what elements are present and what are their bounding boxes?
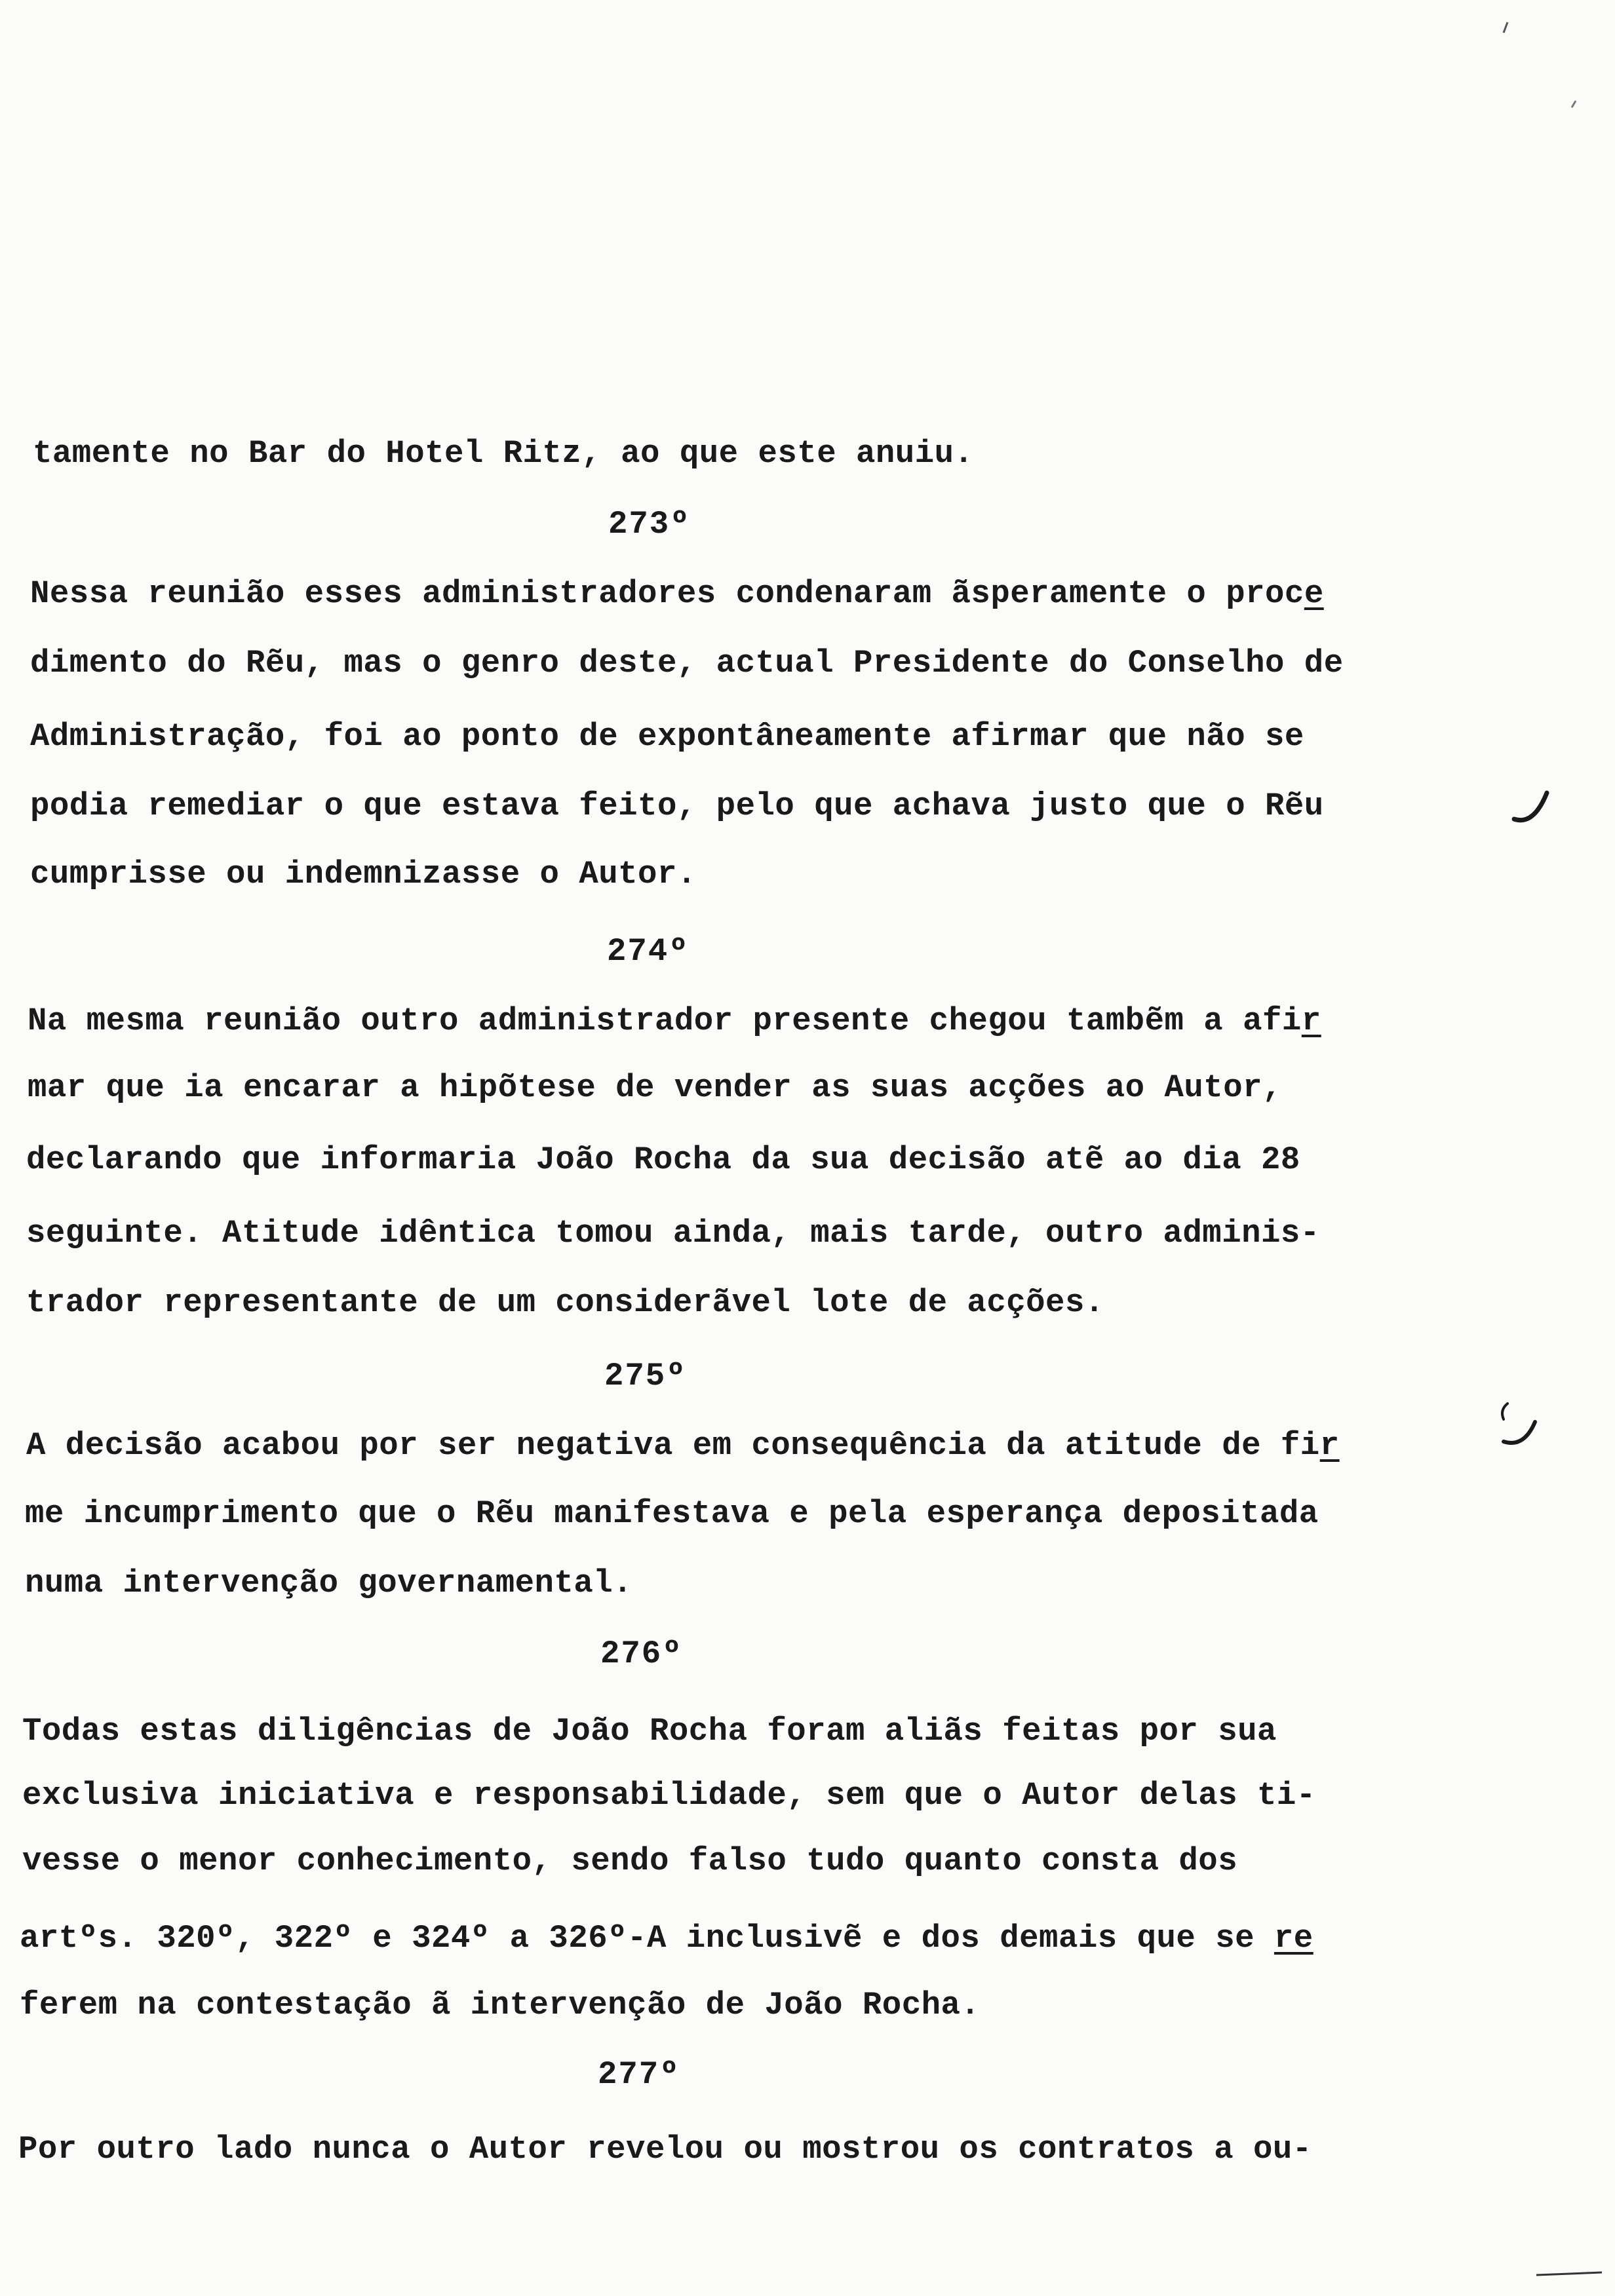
article-274-line-5: trador representante de um considerãvel lote de acções. <box>26 1284 1104 1321</box>
article-273-line-5: cumprisse ou indemnizasse o Autor. <box>30 856 697 892</box>
margin-tick-icon <box>1566 98 1580 118</box>
article-274-line-3: declarando que informaria João Rocha da sua decisão atẽ ao dia 28 <box>26 1141 1300 1178</box>
margin-check-mark-icon <box>1508 780 1553 832</box>
article-276-line-5: ferem na contestação ã intervenção de João Rocha. <box>20 1987 981 2023</box>
article-277-line-1: Por outro lado nunca o Autor revelou ou mostrou os contratos a ou- <box>18 2131 1312 2168</box>
article-274-line-2: mar que ia encarar a hipõtese de vender as suas acções ao Autor, <box>28 1069 1282 1106</box>
article-273-line-4: podia remediar o que estava feito, pelo que achava justo que o Rẽu <box>30 788 1324 824</box>
article-number-274: 274º <box>607 933 690 970</box>
article-275-line-3: numa intervenção governamental. <box>25 1565 633 1601</box>
article-275-line-1: A decisão acabou por ser negativa em consequência da atitude de fir <box>26 1427 1340 1464</box>
article-275-line-2: me incumprimento que o Rẽu manifestava e pela esperança depositada <box>25 1495 1319 1532</box>
article-number-276: 276º <box>600 1636 683 1672</box>
article-274-line-1: Na mesma reunião outro administrador presente chegou tambẽm a afir <box>28 1003 1321 1039</box>
article-274-line-4: seguinte. Atitude idêntica tomou ainda, mais tarde, outro adminis- <box>26 1215 1320 1252</box>
article-273-line-3: Administração, foi ao ponto de expontâneamente afirmar que não se <box>30 718 1304 755</box>
article-276-line-3: vesse o menor conhecimento, sendo falso tudo quanto consta dos <box>22 1843 1238 1879</box>
article-273-line-1: Nessa reunião esses administradores condenaram ãsperamente o proce <box>30 575 1324 612</box>
margin-tick-icon <box>1498 20 1511 39</box>
article-number-275: 275º <box>604 1358 687 1394</box>
margin-line-mark-icon <box>1534 2267 1606 2280</box>
article-273-line-2: dimento do Rẽu, mas o genro deste, actual Presidente do Conselho de <box>30 645 1344 681</box>
intro-line: tamente no Bar do Hotel Ritz, ao que este anuiu. <box>33 435 974 472</box>
article-276-line-4: artºs. 320º, 322º e 324º a 326º-A inclusivẽ e dos demais que se re <box>20 1920 1313 1957</box>
margin-check-mark-icon <box>1494 1396 1547 1455</box>
article-276-line-2: exclusiva iniciativa e responsabilidade, sem que o Autor delas ti- <box>22 1777 1316 1814</box>
article-276-line-1: Todas estas diligências de João Rocha foram aliãs feitas por sua <box>22 1713 1277 1750</box>
article-number-277: 277º <box>598 2056 680 2093</box>
article-number-273: 273º <box>608 506 691 543</box>
